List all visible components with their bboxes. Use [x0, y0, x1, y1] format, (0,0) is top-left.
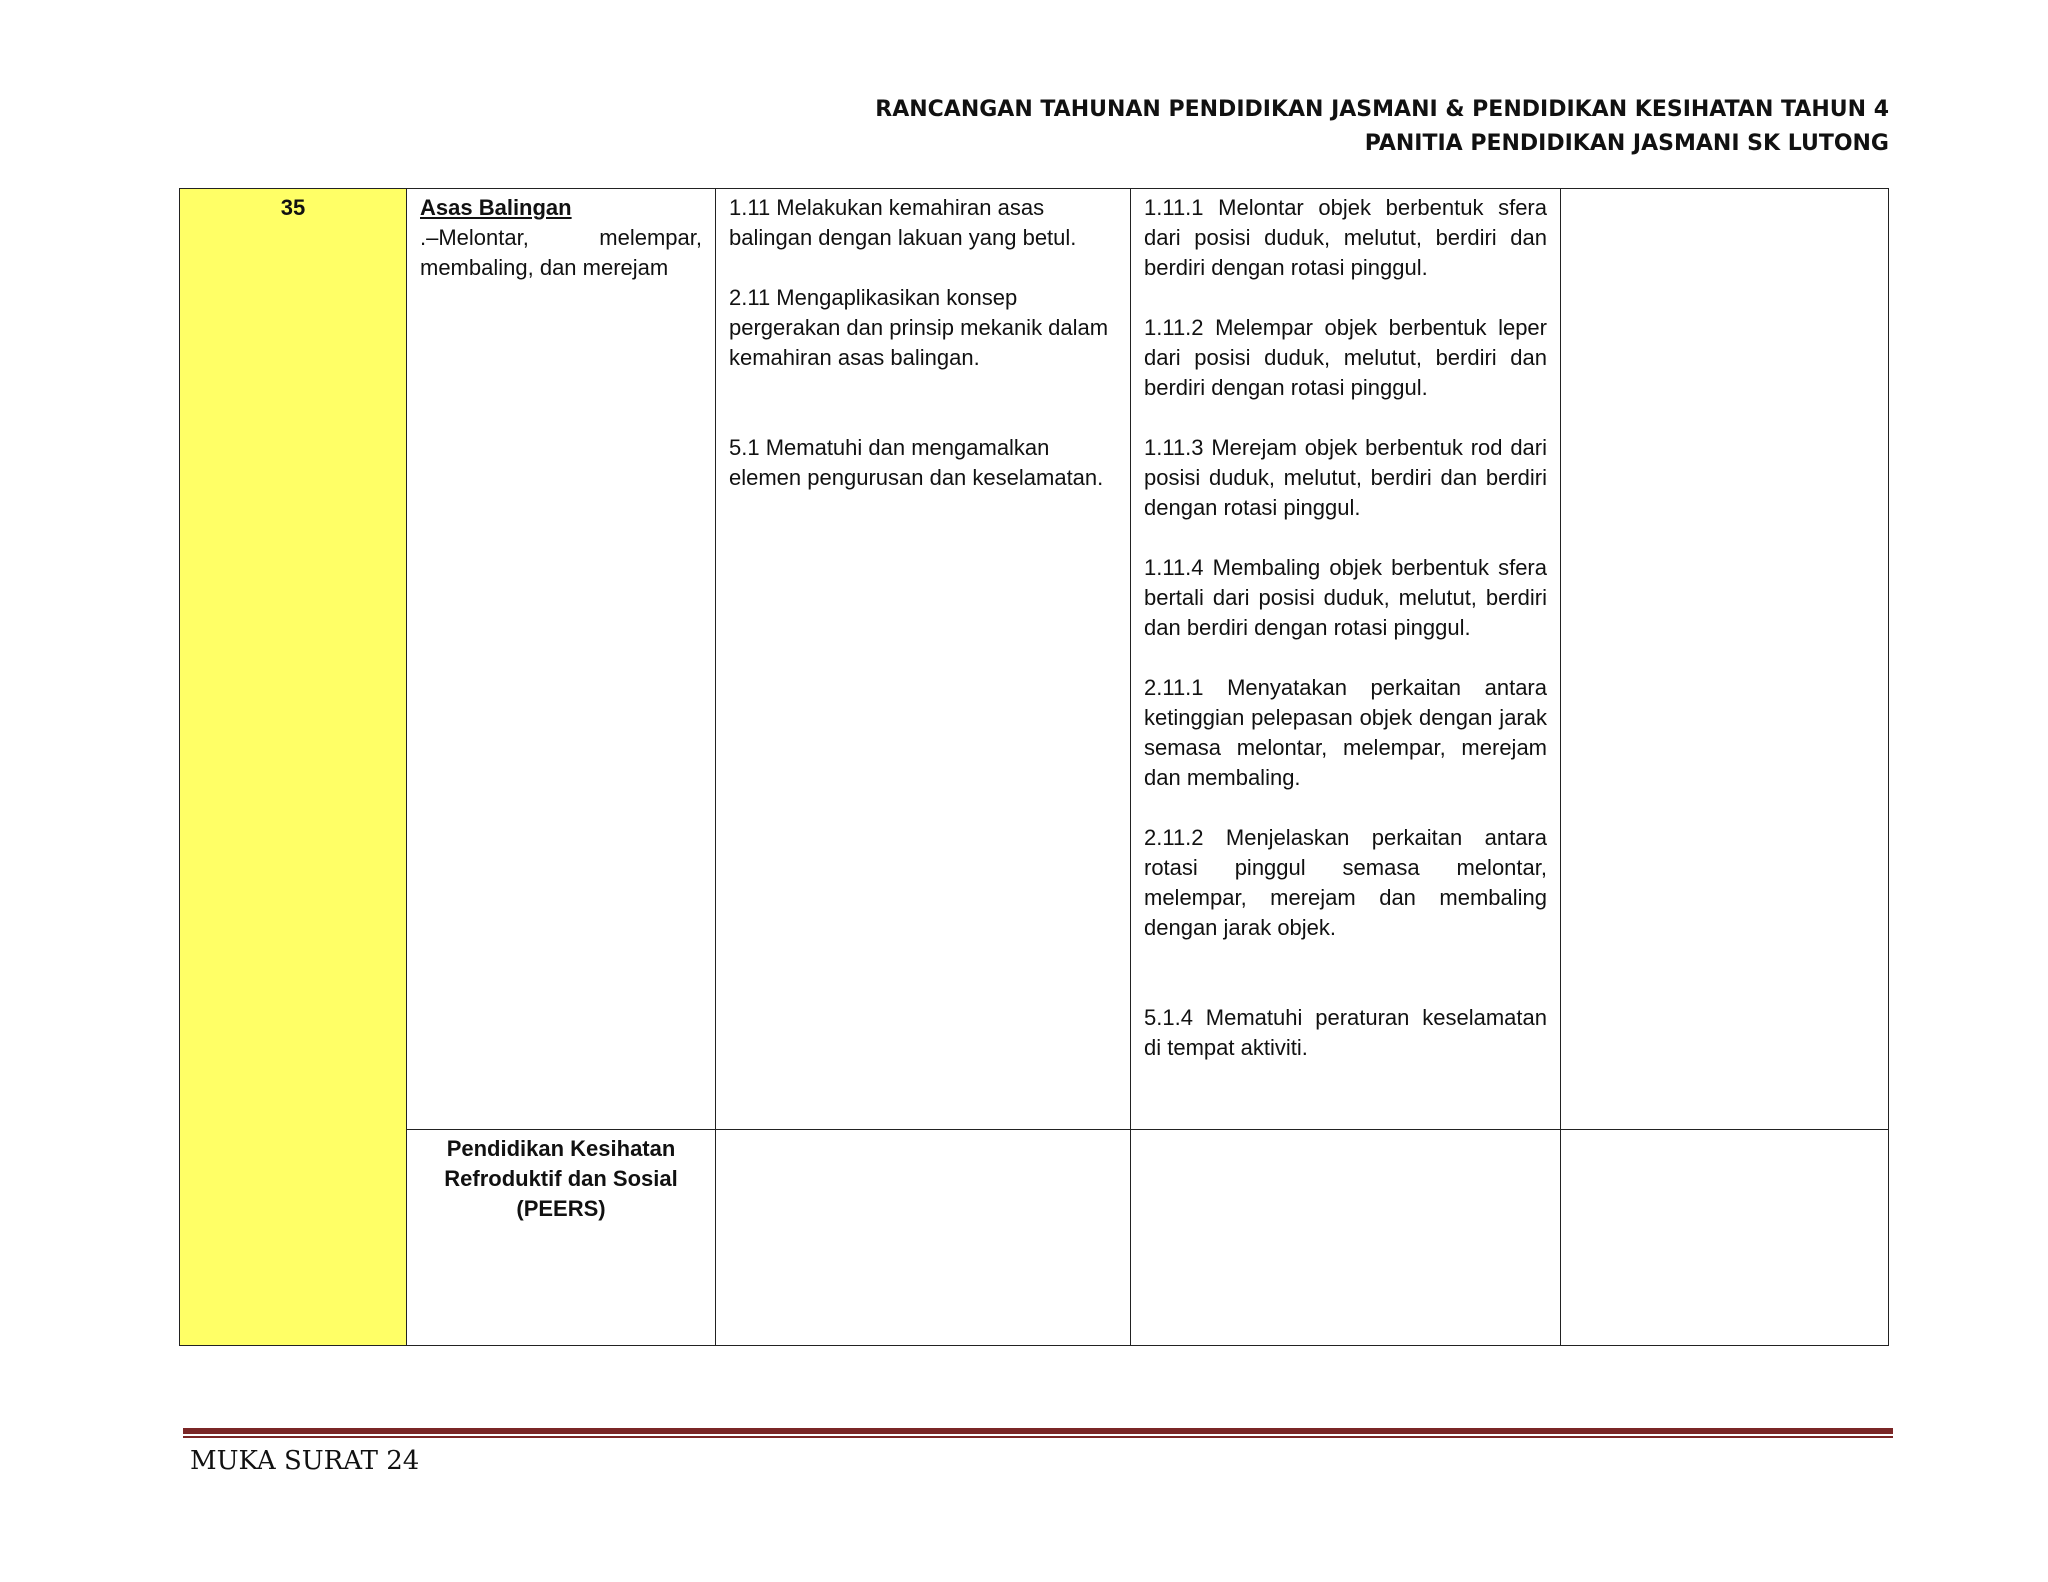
standard-kandungan-item: 2.11 Mengaplikasikan konsep pergerakan dan prinsip mekanik dalam kemahiran asas balingan. — [729, 285, 1109, 370]
standard-pembelajaran-item: 1.11.4 Membaling objek berbentuk sfera bertali dari posisi duduk, melutut, berdiri dan berdiri dengan rotasi pinggul. — [1144, 555, 1547, 640]
document-header — [875, 93, 1889, 161]
standard-pembelajaran-cell — [1131, 189, 1561, 1130]
peers-topic-line: (PEERS) — [516, 1196, 606, 1221]
standard-kandungan-cell — [716, 189, 1131, 1130]
peers-topic-line: Pendidikan Kesihatan — [446, 1136, 676, 1161]
table-row — [180, 1130, 1889, 1346]
standard-pembelajaran-item: 5.1.4 Mematuhi peraturan keselamatan di tempat aktiviti. — [1144, 1005, 1547, 1060]
standard-pembelajaran-item: 1.11.2 Melempar objek berbentuk leper dari posisi duduk, melutut, berdiri dan berdiri dengan rotasi pinggul. — [1144, 315, 1547, 400]
topic-title: Asas Balingan — [420, 195, 572, 220]
catatan-cell — [1561, 1130, 1889, 1346]
footer-divider-thin — [183, 1436, 1893, 1438]
standard-pembelajaran-item: 1.11.3 Merejam objek berbentuk rod dari posisi duduk, melutut, berdiri dan berdiri dengan rotasi pinggul. — [1144, 435, 1547, 520]
peers-topic-line: Refroduktif dan Sosial — [444, 1166, 678, 1191]
standard-kandungan-item: 1.11 Melakukan kemahiran asas balingan dengan lakuan yang betul. — [729, 195, 1077, 250]
page-number-label: MUKA SURAT 24 — [190, 1446, 420, 1476]
standard-pembelajaran-item: 1.11.1 Melontar objek berbentuk sfera dari posisi duduk, melutut, berdiri dan berdiri dengan rotasi pinggul. — [1144, 195, 1547, 280]
standard-kandungan-cell — [716, 1130, 1131, 1346]
footer-divider-thick — [183, 1428, 1893, 1434]
week-cell: 35 — [180, 189, 407, 1346]
standard-pembelajaran-item: 2.11.1 Menyatakan perkaitan antara ketinggian pelepasan objek dengan jarak semasa melontar, melempar, merejam dan membaling. — [1144, 675, 1547, 790]
standard-kandungan-item: 5.1 Mematuhi dan mengamalkan elemen pengurusan dan keselamatan. — [729, 435, 1104, 490]
catatan-cell — [1561, 189, 1889, 1130]
footer-divider — [183, 1428, 1893, 1437]
topic-cell — [407, 189, 716, 1130]
topic-description: .–Melontar, melempar, membaling, dan merejam — [420, 225, 702, 280]
yearly-plan-table — [179, 188, 1889, 1346]
header-title: RANCANGAN TAHUNAN PENDIDIKAN JASMANI & PENDIDIKAN KESIHATAN TAHUN 4 — [875, 97, 1889, 122]
table-row — [180, 189, 1889, 1130]
header-subtitle: PANITIA PENDIDIKAN JASMANI SK LUTONG — [1364, 131, 1889, 156]
standard-pembelajaran-item: 2.11.2 Menjelaskan perkaitan antara rotasi pinggul semasa melontar, melempar, merejam dan membaling dengan jarak objek. — [1144, 825, 1547, 940]
peers-topic-cell — [407, 1130, 716, 1346]
standard-pembelajaran-cell — [1131, 1130, 1561, 1346]
